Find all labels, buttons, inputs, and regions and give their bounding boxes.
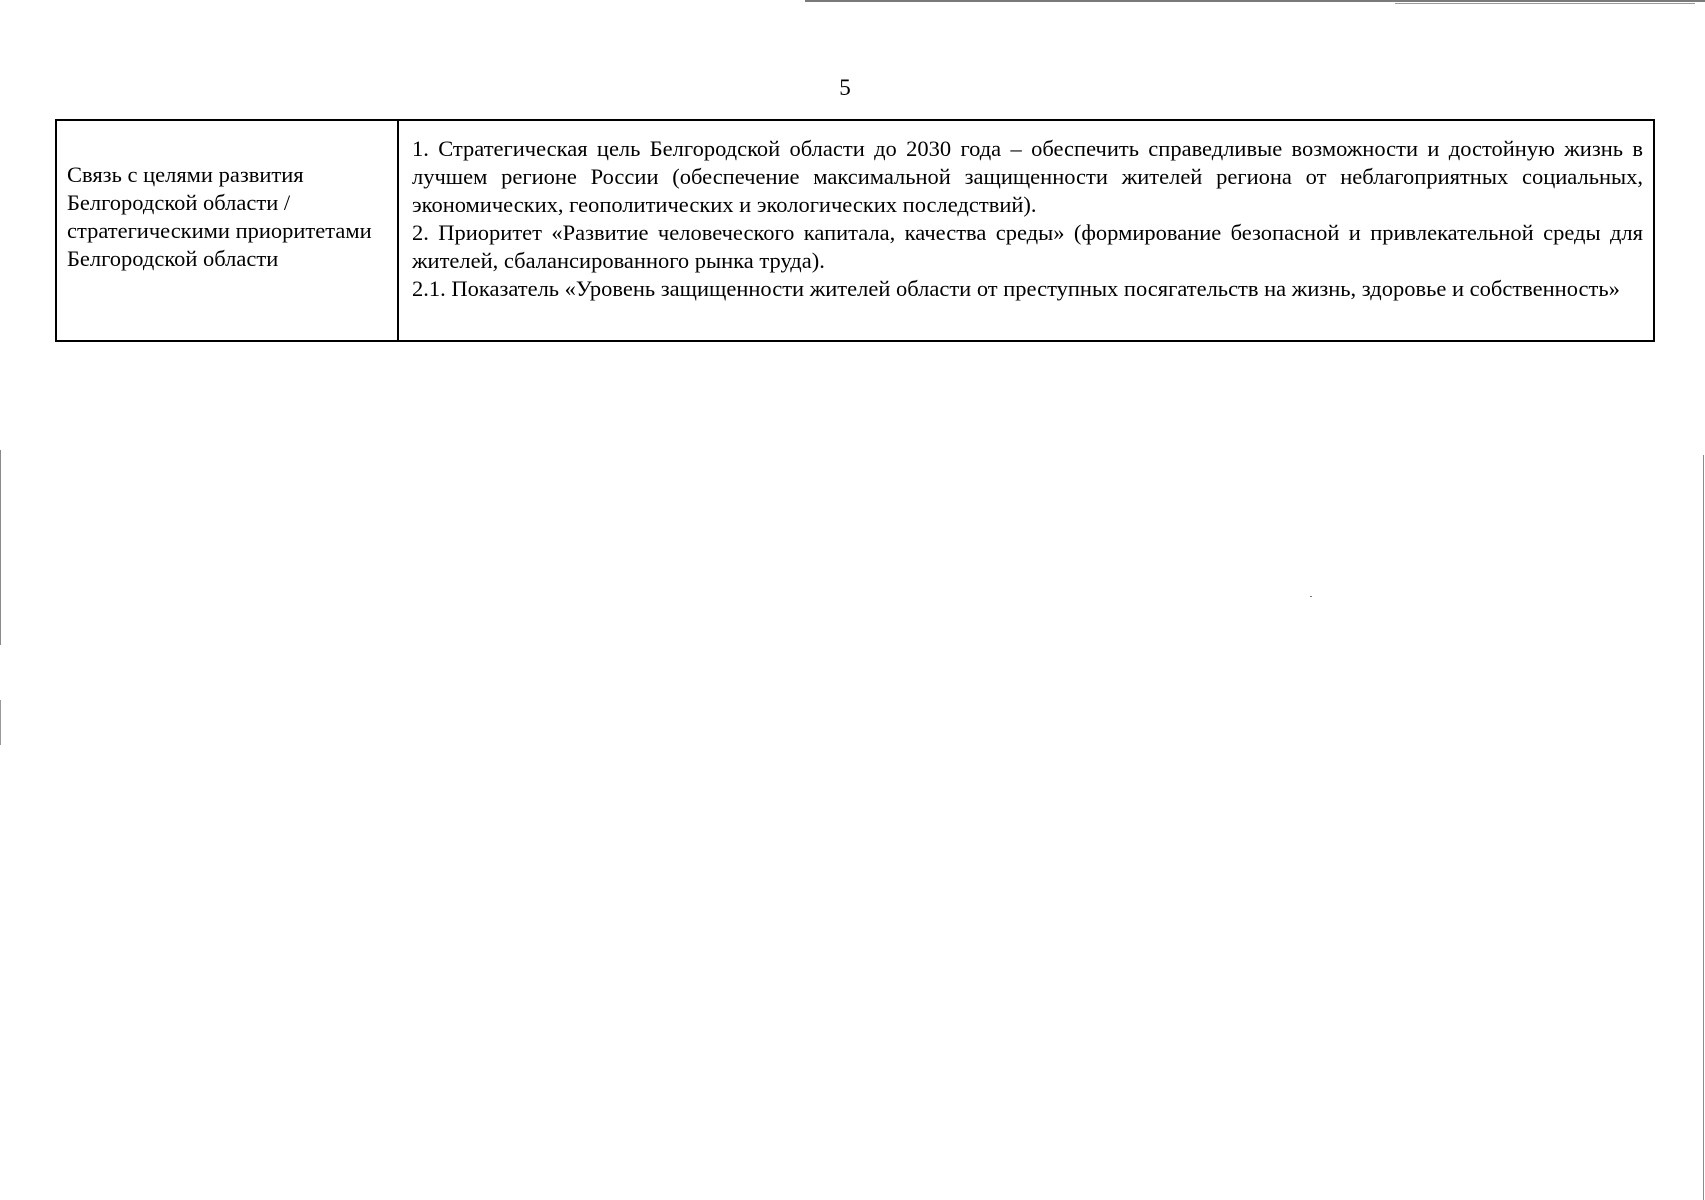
content-paragraph-indicator: 2.1. Показатель «Уровень защищенности жителей области от преступных посягательств на жизнь, здоровье и собственность» xyxy=(412,276,1620,301)
scan-edge-top xyxy=(805,0,1705,2)
content-paragraph-strategic-goal: 1. Стратегическая цель Белгородской области до 2030 года – обеспечить справедливые возможности и достойную жизнь в лучшем регионе России (обеспечение максимальной защищенности жителей региона от неблагоприятных социальных, экономических, геополитических и экологических последствий). xyxy=(412,136,1643,217)
table-row xyxy=(56,120,1654,341)
goals-table xyxy=(55,119,1655,342)
row-content-cell xyxy=(398,120,1654,341)
row-label-cell: Связь с целями развития Белгородской области / стратегическими приоритетами Белгородской области xyxy=(56,120,398,341)
scan-speck xyxy=(1310,596,1312,597)
content-paragraph-priority: 2. Приоритет «Развитие человеческого капитала, качества среды» (формирование безопасной и привлекательной среды для жителей, сбалансированного рынка труда). xyxy=(412,220,1643,273)
page-number: 5 xyxy=(839,75,851,100)
scan-edge-left-secondary xyxy=(0,700,1,745)
scan-edge-right xyxy=(1703,455,1704,1200)
scan-edge-left xyxy=(0,450,1,645)
scan-edge-top-secondary xyxy=(1395,3,1695,4)
